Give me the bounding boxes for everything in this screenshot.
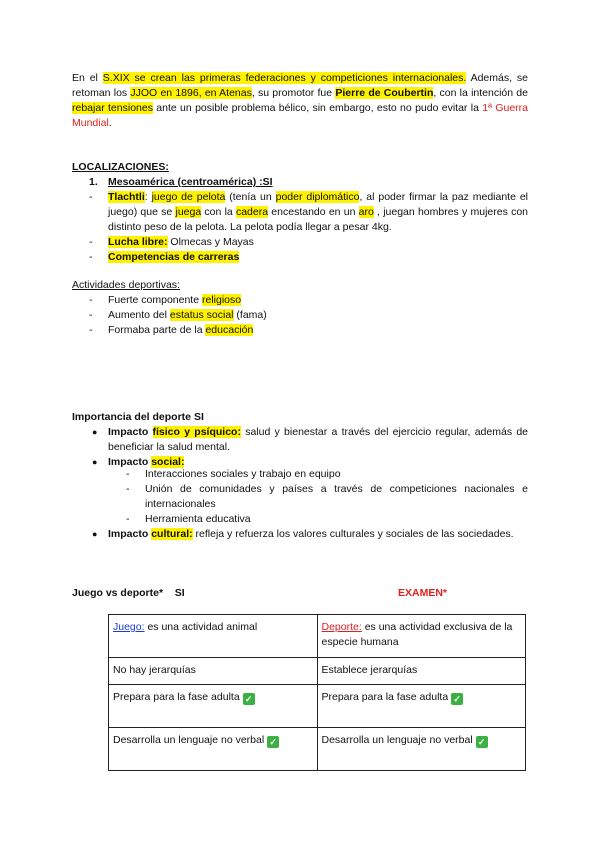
intro-red-text: 1ª Guerra Mundial [72,102,528,129]
dash-marker: - [126,483,130,495]
dash-marker: - [89,294,93,306]
table-cell [317,615,526,658]
tlachtli-text: , juegan hombres y mujeres con distinto peso de la pelota. La pelota podía llegar a pesar 4kg. [108,206,529,233]
table-cell [109,615,318,658]
actividad-highlight: educación [205,324,254,336]
impacto-highlight: físico y psíquico: [152,426,241,438]
list-item [89,308,528,323]
dash-marker: - [126,468,130,480]
actividades-title: Actividades deportivas: [72,279,180,291]
tlachtli-text: encestando en un [268,206,359,218]
intro-text: , con la intención de [433,87,528,99]
cultural-list [92,527,528,542]
lucha-label: Lucha libre: [108,236,168,248]
intro-text: En el [72,72,103,84]
tlachtli-text: con la [201,206,236,218]
list-item [92,425,529,455]
dash-marker: - [89,236,93,248]
competencias-label: Competencias de carreras [108,251,240,263]
list-item [89,293,528,308]
impacto-text: salud y bienestar a través del ejercicio regular, además de beneficiar la salud mental. [108,426,529,453]
actividad-highlight: estatus social [169,309,234,321]
table-row [109,728,526,771]
table-cell [317,728,526,771]
list-item [89,323,528,338]
bullet-icon: ● [92,457,98,467]
intro-highlight: JJOO en 1896, en Atenas [130,87,252,99]
localizaciones-list [89,175,529,265]
impacto-highlight: cultural: [151,528,193,540]
list-item [126,482,528,512]
bullet-icon: ● [92,427,98,437]
lucha-text: Olmecas y Mayas [167,236,254,248]
cell-text: Establece jerarquías [321,664,418,676]
impacto-highlight: social: [151,456,185,468]
intro-paragraph [72,71,528,131]
juego-vs-deporte-title: Juego vs deporte* SI [72,587,185,599]
table-cell [317,685,526,728]
dash-marker: - [89,324,93,336]
table-row [109,685,526,728]
juego-label: Juego: [113,621,145,633]
dash-marker: - [89,309,93,321]
comparison-table [108,614,526,771]
table-cell [317,658,526,685]
check-icon: ✓ [451,693,463,705]
impacto-label: Impacto [108,528,152,540]
table-cell [109,658,318,685]
tlachtli-text: (tenía un [225,191,276,203]
tlachtli-highlight: cadera [235,206,269,218]
tlachtli-text: , al poder firmar la paz mediante el juego) que se [108,191,529,218]
importancia-list [92,425,529,470]
check-icon: ✓ [243,693,255,705]
table-row [109,658,526,685]
tlachtli-highlight: juego de pelota [151,191,226,203]
examen-label: EXAMEN* [398,587,448,599]
list-item [89,235,528,250]
list-item [89,175,528,190]
impacto-text: refleja y refuerza los valores culturales y sociales de las sociedades. [192,528,514,540]
mesoamerica-label: Mesoamérica (centroamérica) :SI [108,176,273,188]
tlachtli-highlight: juega [175,206,202,218]
intro-text: , su promotor fue [251,87,336,99]
bullet-icon: ● [92,529,98,539]
social-item-text: Herramienta educativa [145,513,251,525]
cell-text: Prepara para la fase adulta [321,691,452,703]
list-item [89,250,528,265]
localizaciones-title: LOCALIZACIONES: [72,161,169,173]
intro-text: . [108,117,112,129]
tlachtli-label: Tlachtli [108,191,145,203]
cell-text: Desarrolla un lenguaje no verbal [321,734,476,746]
check-icon: ✓ [476,736,488,748]
tlachtli-highlight: poder diplomático [275,191,360,203]
actividad-text: Formaba parte de la [108,324,206,336]
intro-text: ante un posible problema bélico, sin embargo, esto no pudo evitar la [152,102,483,114]
impacto-label: Impacto [108,426,153,438]
check-icon: ✓ [267,736,279,748]
intro-highlight: rebajar tensiones [72,102,153,114]
tlachtli-highlight: aro [358,206,374,218]
list-item [89,190,529,235]
dash-marker: - [89,191,93,203]
list-item [126,512,528,527]
importancia-title: Importancia del deporte SI [72,411,204,423]
social-sublist [126,467,528,527]
list-number: 1. [89,176,98,188]
tlachtli-text: : [144,191,152,203]
list-item [92,527,528,542]
dash-marker: - [89,251,93,263]
deporte-label: Deporte: [321,621,362,633]
intro-text: Además, se retoman los [72,72,528,99]
table-cell [109,685,318,728]
actividad-text: (fama) [233,309,267,321]
actividades-list [89,293,528,338]
table-cell [109,728,318,771]
intro-highlight: Pierre de Coubertin [335,87,434,99]
social-item-text: Unión de comunidades y países a través de competiciones nacionales e internacionales [145,483,528,510]
social-item-text: Interacciones sociales y trabajo en equipo [145,468,341,480]
table-row [109,615,526,658]
cell-text: es una actividad animal [144,621,258,633]
cell-text: Desarrolla un lenguaje no verbal [113,734,268,746]
impacto-label: Impacto [108,456,152,468]
list-item [126,467,528,482]
cell-text: Prepara para la fase adulta [113,691,243,703]
actividad-text: Fuerte componente [108,294,202,306]
cell-text: No hay jerarquías [113,664,196,676]
dash-marker: - [126,513,130,525]
actividad-text: Aumento del [108,309,170,321]
intro-highlight: S.XIX se crean las primeras federaciones y competiciones internacionales. [102,72,467,84]
actividad-highlight: religioso [201,294,242,306]
cell-text: es una actividad exclusiva de la especie humana [321,621,513,648]
